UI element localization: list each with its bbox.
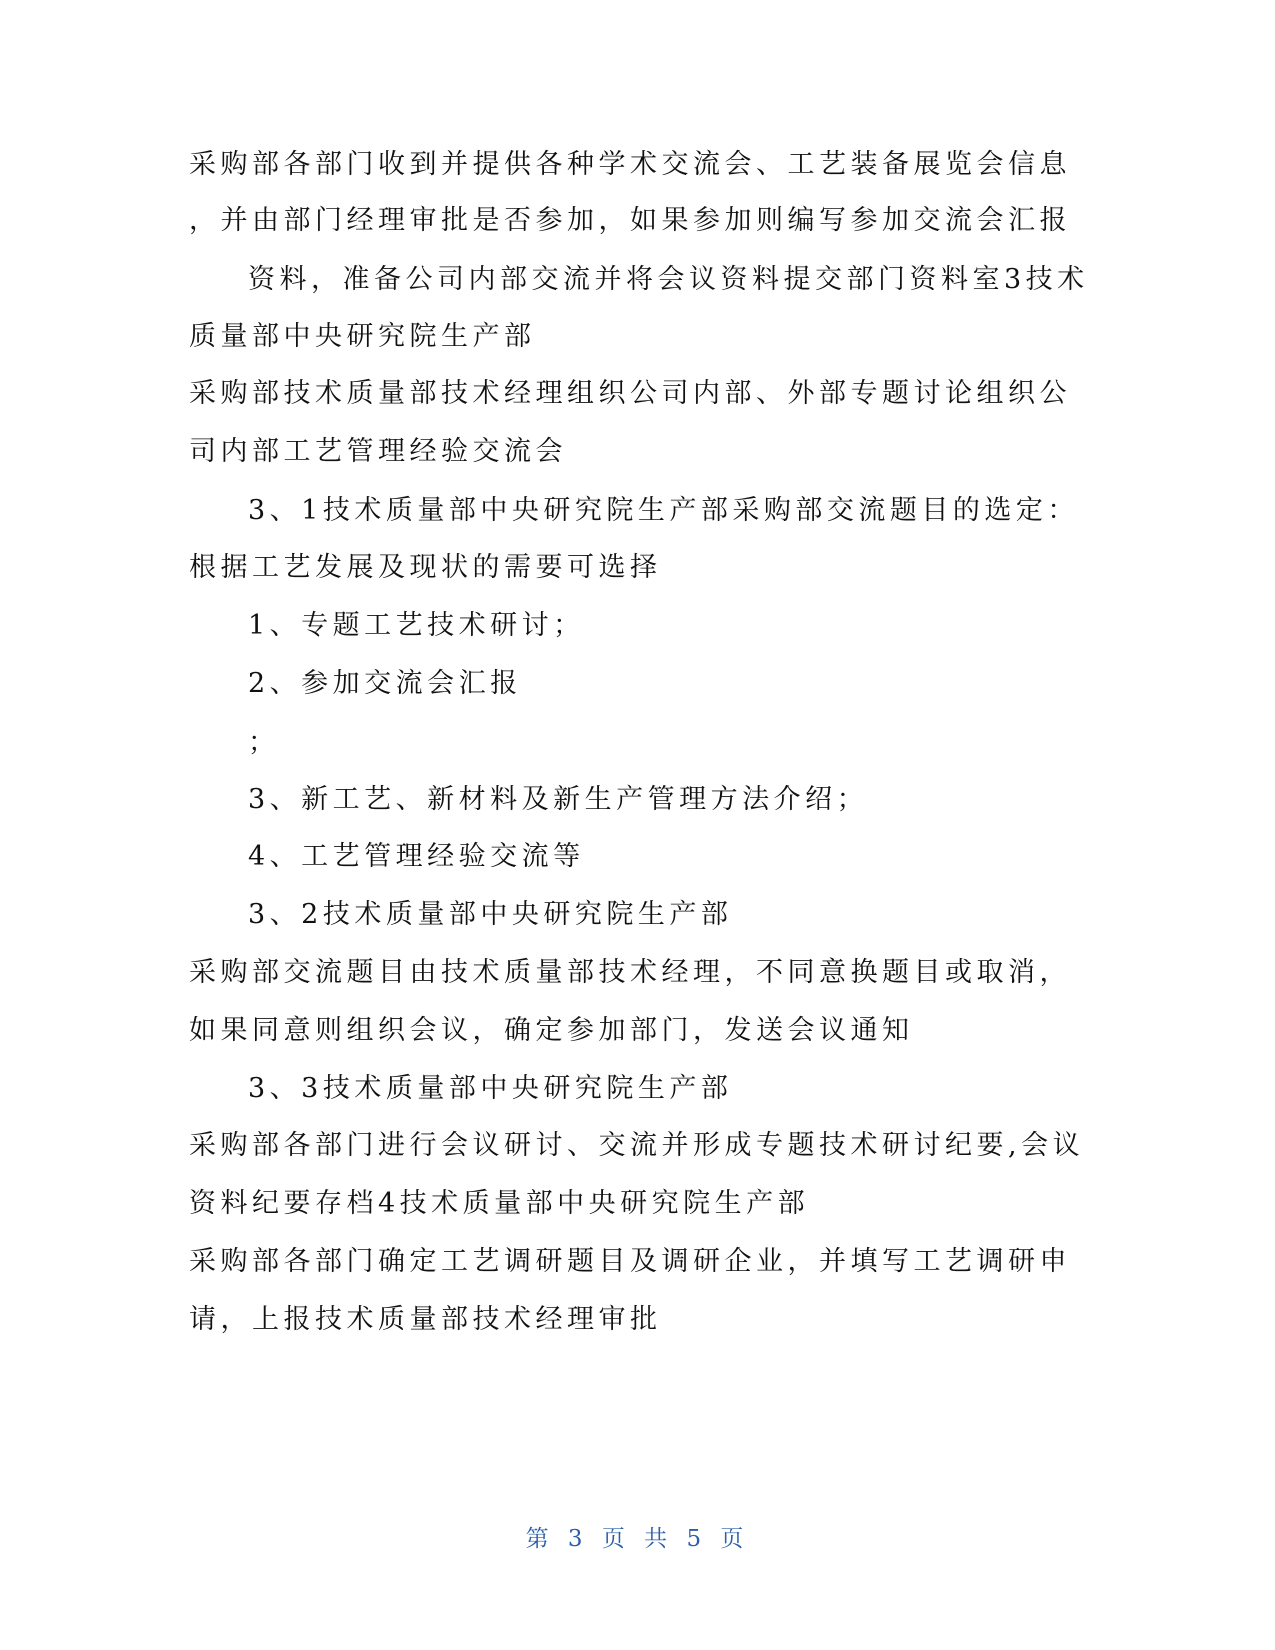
text-line-2: ，并由部门经理审批是否参加，如果参加则编写参加交流会汇报 <box>189 205 1071 236</box>
text-line-16: 如果同意则组织会议，确定参加部门，发送会议通知 <box>189 1015 914 1046</box>
list-item-3: 3、新工艺、新材料及新生产管理方法介绍； <box>248 784 869 815</box>
page-footer: 第 3 页 共 5 页 <box>525 1526 750 1552</box>
text-line-8: 根据工艺发展及现状的需要可选择 <box>189 552 662 583</box>
section-heading-3-2: 3、2技术质量部中央研究院生产部 <box>248 899 733 930</box>
text-line-3: 资料，准备公司内部交流并将会议资料提交部门资料室3技术 <box>248 264 1089 295</box>
list-item-1: 1、专题工艺技术研讨； <box>248 610 585 641</box>
text-line-6: 司内部工艺管理经验交流会 <box>189 436 567 467</box>
text-line-19: 资料纪要存档4技术质量部中央研究院生产部 <box>189 1188 810 1219</box>
text-line-21: 请，上报技术质量部技术经理审批 <box>189 1304 662 1335</box>
text-line-1: 采购部各部门收到并提供各种学术交流会、工艺装备展览会信息 <box>189 149 1071 180</box>
text-line-15: 采购部交流题目由技术质量部技术经理，不同意换题目或取消， <box>189 957 1071 988</box>
text-line-20: 采购部各部门确定工艺调研题目及调研企业，并填写工艺调研申 <box>189 1246 1071 1277</box>
text-line-7: 3、1技术质量部中央研究院生产部采购部交流题目的选定： <box>248 495 1079 526</box>
list-item-2: 2、参加交流会汇报 <box>248 668 522 699</box>
list-item-4: 4、工艺管理经验交流等 <box>248 841 585 872</box>
text-line-5: 采购部技术质量部技术经理组织公司内部、外部专题讨论组织公 <box>189 378 1071 409</box>
text-line-18: 采购部各部门进行会议研讨、交流并形成专题技术研讨纪要,会议 <box>189 1130 1085 1161</box>
section-heading-3-3: 3、3技术质量部中央研究院生产部 <box>248 1073 733 1104</box>
list-item-2-end: ； <box>248 727 280 758</box>
text-line-4: 质量部中央研究院生产部 <box>189 321 536 352</box>
